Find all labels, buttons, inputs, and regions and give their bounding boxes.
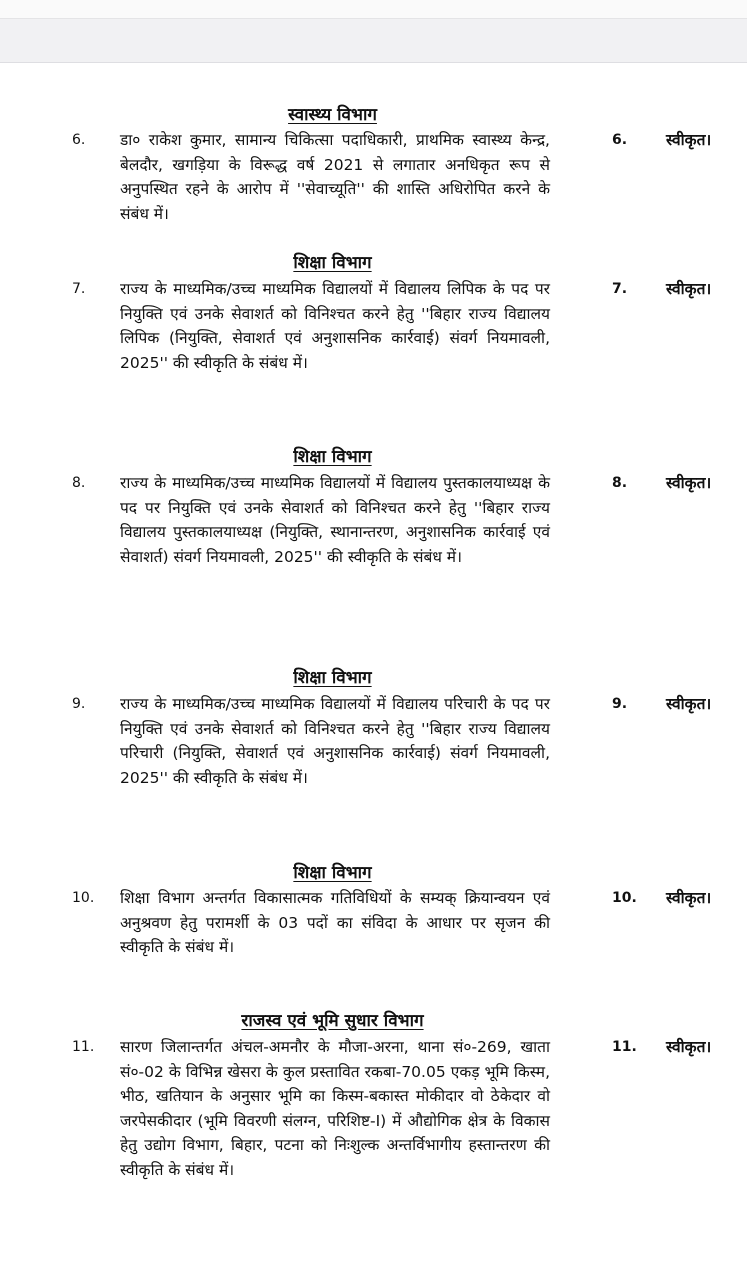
status-strip <box>0 0 747 19</box>
item-description: शिक्षा विभाग अन्तर्गत विकासात्मक गतिविधियों के सम्यक् क्रियान्वयन एवं अनुश्रवण हेतु परामर्शी के 03 पदों का संविदा के आधार पर सृजन की स्वीकृति के संबंध में। <box>120 889 550 957</box>
department-heading: शिक्षा विभाग <box>293 668 372 688</box>
decision-status: स्वीकृत। <box>666 889 712 907</box>
decision-number: 7. <box>612 281 628 297</box>
item-number: 9. <box>72 696 86 712</box>
decision-status: स्वीकृत। <box>666 695 712 713</box>
decision-number: 8. <box>612 475 628 491</box>
decision-status: स्वीकृत। <box>666 280 712 298</box>
department-heading: शिक्षा विभाग <box>293 863 372 883</box>
department-heading: राजस्व एवं भूमि सुधार विभाग <box>241 1011 424 1031</box>
department-heading: स्वास्थ्य विभाग <box>288 105 377 125</box>
decision-status: स्वीकृत। <box>666 1038 712 1056</box>
decision-status: स्वीकृत। <box>666 474 712 492</box>
item-number: 7. <box>72 281 86 297</box>
decision-status: स्वीकृत। <box>666 131 712 149</box>
decision-number: 10. <box>612 890 637 906</box>
item-description: राज्य के माध्यमिक/उच्च माध्यमिक विद्यालयों में विद्यालय परिचारी के पद पर नियुक्ति एवं उनके सेवाशर्त को विनिश्चत करने हेतु ''बिहार राज्य विद्यालय परिचारी (नियुक्ति, सेवाशर्त एवं अनुशासनिक कार्रवाई) संवर्ग नियमावली, 2025'' की स्वीकृति के संबंध में। <box>120 695 550 787</box>
item-number: 11. <box>72 1039 95 1055</box>
item-number: 8. <box>72 475 86 491</box>
top-toolbar <box>0 0 747 63</box>
item-description: राज्य के माध्यमिक/उच्च माध्यमिक विद्यालयों में विद्यालय लिपिक के पद पर नियुक्ति एवं उनके सेवाशर्त को विनिश्चत करने हेतु ''बिहार राज्य विद्यालय लिपिक (नियुक्ति, सेवाशर्त एवं अनुशासनिक कार्रवाई) संवर्ग नियमावली, 2025'' की स्वीकृति के संबंध में। <box>120 280 550 372</box>
decision-number: 9. <box>612 696 628 712</box>
decision-number: 11. <box>612 1039 637 1055</box>
item-description: डा० राकेश कुमार, सामान्य चिकित्सा पदाधिकारी, प्राथमिक स्वास्थ्य केन्द्र, बेलदौर, खगड़िया के विरूद्ध वर्ष 2021 से लगातार अनधिकृत रूप से अनुपस्थित रहने के आरोप में ''सेवाच्यूति'' की शास्ति अधिरोपित करने के संबंध में। <box>120 131 550 223</box>
item-description: राज्य के माध्यमिक/उच्च माध्यमिक विद्यालयों में विद्यालय पुस्तकालयाध्यक्ष के पद पर नियुक्ति एवं उनके सेवाशर्त को विनिश्चत करने हेतु ''बिहार राज्य विद्यालय पुस्तकालयाध्यक्ष (नियुक्ति, स्थानान्तरण, अनुशासनिक कार्रवाई एवं सेवाशर्त) संवर्ग नियमावली, 2025'' की स्वीकृति के संबंध में। <box>120 474 550 566</box>
item-description: सारण जिलान्तर्गत अंचल-अमनौर के मौजा-अरना, थाना सं०-269, खाता सं०-02 के विभिन्न खेसरा के कुल प्रस्तावित रकबा-70.05 एकड़ भूमि किस्म, भीठ, खतियान के अनुसार भूमि का किस्म-बकास्त मोकीदार वो ठेकेदार वो जरपेसकीदार (भूमि विवरणी संलग्न, परिशिष्ट-I) में औद्योगिक क्षेत्र के विकास हेतु उद्योग विभाग, बिहार, पटना को निःशुल्क अन्तर्विभागीय हस्तान्तरण की स्वीकृति के संबंध में। <box>120 1038 550 1179</box>
item-number: 6. <box>72 132 86 148</box>
item-number: 10. <box>72 890 95 906</box>
department-heading: शिक्षा विभाग <box>293 253 372 273</box>
decision-number: 6. <box>612 132 628 148</box>
department-heading: शिक्षा विभाग <box>293 447 372 467</box>
